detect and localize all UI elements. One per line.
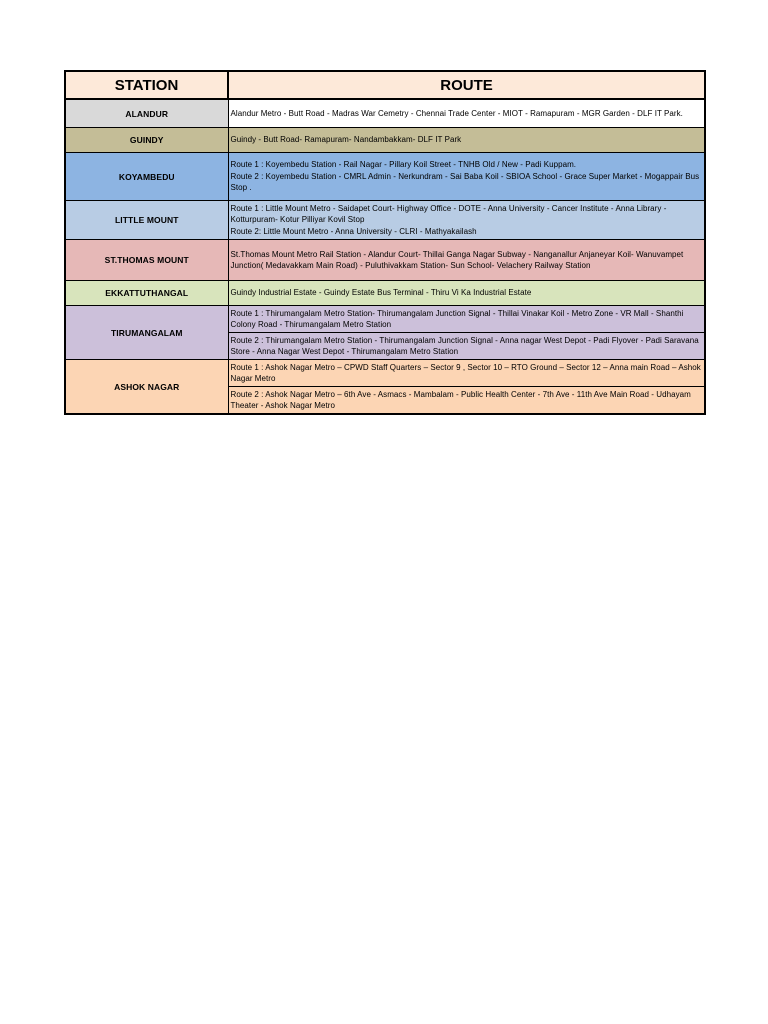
table-row-little-mount xyxy=(65,201,705,240)
station-cell-alandur: ALANDUR xyxy=(65,99,228,128)
route-cell-st-thomas-mount xyxy=(228,240,705,281)
route-cell-tirumangalam-1 xyxy=(228,306,705,333)
table-row-guindy xyxy=(65,128,705,153)
route-cell-ashok-nagar-1 xyxy=(228,360,705,387)
route-cell-guindy xyxy=(228,128,705,153)
route-cell-little-mount xyxy=(228,201,705,240)
table-row-tirumangalam xyxy=(65,306,705,333)
route-text: Alandur Metro - Butt Road - Madras War Cemetry - Chennai Trade Center - MIOT - Ramapuram - MGR Garden - DLF IT Park. xyxy=(230,108,683,118)
station-cell-ashok-nagar: ASHOK NAGAR xyxy=(65,360,228,415)
route-column-header: ROUTE xyxy=(228,71,705,99)
station-cell-ekkattuthangal: EKKATTUTHANGAL xyxy=(65,281,228,306)
route-text: St.Thomas Mount Metro Rail Station - Alandur Court- Thillai Ganga Nagar Subway - Nanganallur Anjaneyar Koil- Wanuvampet Junction( Medavakkam Main Road) - Puluthivakkam Station- Sun School- Velachery Railway Station xyxy=(230,249,684,270)
station-column-header: STATION xyxy=(65,71,228,99)
table-header-row xyxy=(65,71,705,99)
station-cell-guindy: GUINDY xyxy=(65,128,228,153)
route-cell-koyambedu xyxy=(228,153,705,201)
route-cell-ekkattuthangal xyxy=(228,281,705,306)
table-row-alandur xyxy=(65,99,705,128)
route-cell-ashok-nagar-2 xyxy=(228,387,705,415)
station-cell-little-mount: LITTLE MOUNT xyxy=(65,201,228,240)
route-text: Guindy - Butt Road- Ramapuram- Nandambakkam- DLF IT Park xyxy=(230,135,462,145)
route-cell-alandur xyxy=(228,99,705,128)
table-row-st-thomas-mount xyxy=(65,240,705,281)
station-cell-koyambedu: KOYAMBEDU xyxy=(65,153,228,201)
route-text: Route 2: Little Mount Metro - Anna University - CLRI - Mathyakailash xyxy=(230,226,477,236)
route-text: Route 1 : Thirumangalam Metro Station- Thirumangalam Junction Signal - Thillai Vinakar Koil - Metro Zone - VR Mall - Shanthi Colony Road - Thirumangalam Metro Station xyxy=(230,308,684,329)
table-row-ashok-nagar xyxy=(65,360,705,387)
route-cell-tirumangalam-2 xyxy=(228,333,705,360)
route-text: Route 2 : Thirumangalam Metro Station - Thirumangalam Junction Signal - Anna nagar West Depot - Padi Flyover - Padi Saravana Store - Anna Nagar West Depot - Thirumangalam Metro Station xyxy=(230,335,699,356)
route-text: Route 2 : Ashok Nagar Metro – 6th Ave - Asmacs - Mambalam - Public Health Center - 7th Ave - 11th Ave Main Road - Udhayam Theater - Ashok Nagar Metro xyxy=(230,389,691,410)
table-row-ekkattuthangal xyxy=(65,281,705,306)
station-route-table xyxy=(64,70,706,415)
station-cell-st-thomas-mount: ST.THOMAS MOUNT xyxy=(65,240,228,281)
route-text: Route 1 : Ashok Nagar Metro – CPWD Staff Quarters – Sector 9 , Sector 10 – RTO Ground – Sector 12 – Anna main Road – Ashok Nagar Metro xyxy=(230,362,701,383)
station-cell-tirumangalam: TIRUMANGALAM xyxy=(65,306,228,360)
route-text: Guindy Industrial Estate - Guindy Estate Bus Terminal - Thiru Vi Ka Industrial Estate xyxy=(230,288,532,298)
table-row-koyambedu xyxy=(65,153,705,201)
route-text: Route 1 : Little Mount Metro - Saidapet Court- Highway Office - DOTE - Anna University - Cancer Institute - Anna Library - Kotturpuram- Kotur Pilliyar Kovil Stop xyxy=(230,203,667,225)
route-text: Route 1 : Koyembedu Station - Rail Nagar - Pillary Koil Street - TNHB Old / New - Padi Kuppam. xyxy=(230,160,577,170)
route-text: Route 2 : Koyembedu Station - CMRL Admin - Nerkundram - Sai Baba Koil - SBIOA School - Grace Super Market - Mogappair Bus Stop . xyxy=(230,171,700,193)
